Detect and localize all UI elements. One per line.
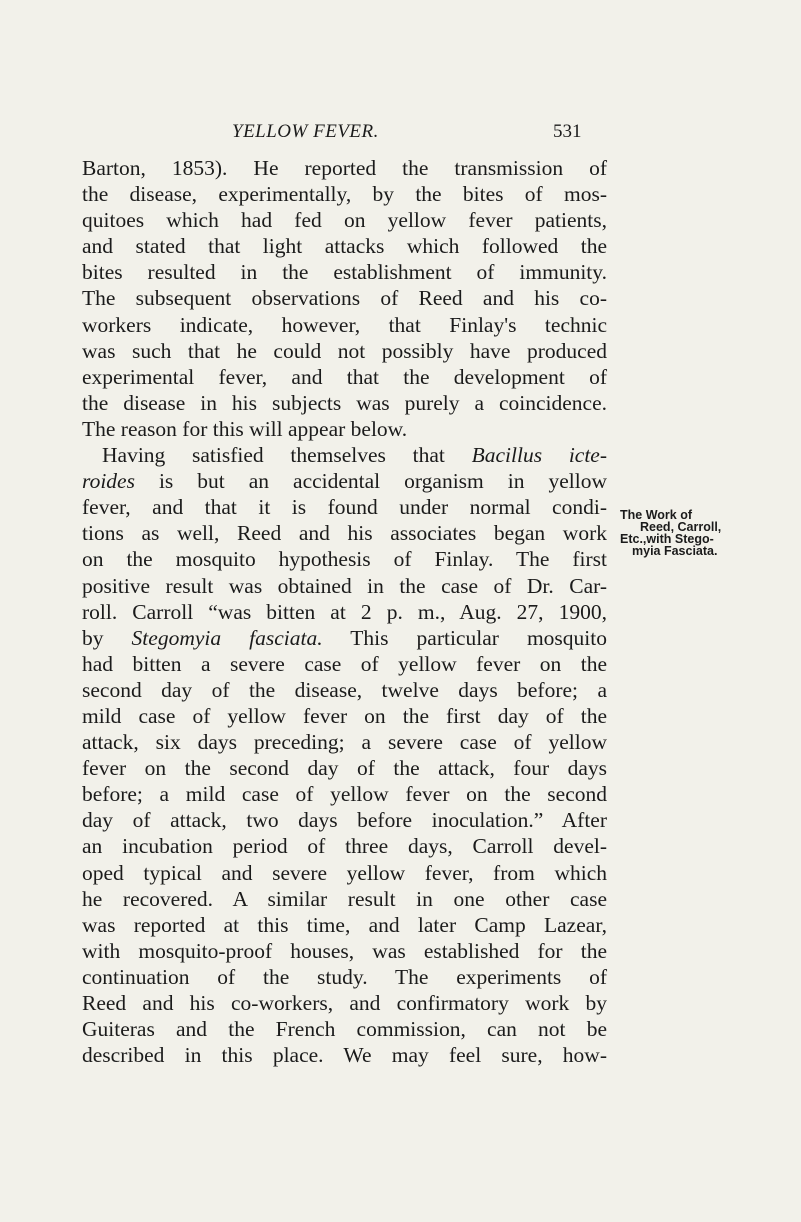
text-line — [82, 494, 607, 520]
text-run: was such that he could not possibly have produced — [82, 338, 607, 363]
sidenote-line: The Work of — [620, 508, 692, 522]
text-run: was reported at this time, and later Camp Lazear, — [82, 912, 607, 937]
text-line — [82, 599, 607, 625]
text-run: Barton, 1853). He reported the transmission of — [82, 156, 607, 180]
text-run: experimental fever, and that the development of — [82, 364, 607, 389]
text-run: Having satisfied themselves that — [102, 443, 472, 468]
text-run: the disease in his subjects was purely a coincidence. — [82, 390, 607, 415]
text-line — [82, 573, 607, 599]
text-run: described in this place. We may feel sure, how- — [82, 1043, 607, 1068]
text-run: mild case of yellow fever on the first day of the — [82, 703, 607, 728]
text-run: with mosquito-proof houses, was established for the — [82, 938, 607, 963]
text-line — [82, 1042, 607, 1068]
text-run: positive result was obtained in the case of Dr. Car- — [82, 573, 607, 598]
text-line — [82, 416, 607, 442]
text-run: on the mosquito hypothesis of Finlay. The first — [82, 547, 607, 572]
text-line — [82, 468, 607, 494]
text-line — [82, 546, 607, 572]
text-line — [82, 807, 607, 833]
text-run: before; a mild case of yellow fever on the second — [82, 782, 607, 807]
text-line — [82, 312, 607, 338]
text-run: he recovered. A similar result in one other case — [82, 886, 607, 911]
text-line — [82, 520, 607, 546]
text-run: and stated that light attacks which followed the — [82, 234, 607, 259]
text-run: oped typical and severe yellow fever, from which — [82, 860, 607, 885]
text-line — [82, 233, 607, 259]
italic-run: Stegomyia fasciata. — [131, 625, 323, 650]
italic-run: roides — [82, 469, 135, 494]
text-line — [82, 338, 607, 364]
text-run: the disease, experimentally, by the bites of mos- — [82, 182, 607, 207]
text-run: continuation of the study. The experiments of — [82, 964, 607, 989]
text-run: The subsequent observations of Reed and his co- — [82, 286, 607, 311]
text-line — [82, 181, 607, 207]
running-head-title: YELLOW FEVER. — [232, 121, 379, 142]
text-run: fever, and that it is found under normal condi- — [82, 495, 607, 520]
text-line — [82, 755, 607, 781]
text-run: fever on the second day of the attack, four days — [82, 756, 607, 781]
text-line — [82, 155, 607, 181]
text-line — [82, 886, 607, 912]
text-run: tions as well, Reed and his associates began work — [82, 521, 607, 546]
text-run: day of attack, two days before inoculation.” After — [82, 808, 607, 833]
text-line — [82, 860, 607, 886]
text-run: workers indicate, however, that Finlay's technic — [82, 312, 607, 337]
text-run: second day of the disease, twelve days before; a — [82, 677, 607, 702]
text-run: This particular mosquito — [322, 625, 607, 650]
text-line — [82, 964, 607, 990]
text-line — [82, 285, 607, 311]
body-text — [82, 155, 607, 1068]
text-line — [82, 781, 607, 807]
text-line — [82, 1016, 607, 1042]
text-run: quitoes which had fed on yellow fever patients, — [82, 208, 607, 233]
text-line — [82, 625, 607, 651]
margin-sidenote — [620, 509, 795, 557]
text-line — [82, 677, 607, 703]
text-line — [82, 364, 607, 390]
page-number: 531 — [553, 121, 582, 142]
text-line — [82, 651, 607, 677]
text-run: attack, six days preceding; a severe case of yellow — [82, 730, 607, 755]
sidenote-line: Reed, Carroll, — [640, 520, 722, 534]
text-run: roll. Carroll “was bitten at 2 p. m., Aug. 27, 1900, — [82, 599, 607, 624]
text-run: is but an accidental organism in yellow — [134, 469, 607, 494]
text-line — [82, 990, 607, 1016]
text-run: by — [82, 625, 132, 650]
text-line — [82, 703, 607, 729]
sidenote-line: Etc.,with Stego- — [620, 532, 714, 546]
sidenote-line: myia Fasciata. — [632, 544, 718, 558]
running-head — [0, 121, 801, 145]
text-run: bites resulted in the establishment of immunity. — [82, 260, 607, 285]
text-line — [82, 259, 607, 285]
text-line — [82, 442, 607, 468]
text-run: Guiteras and the French commission, can not be — [82, 1017, 607, 1042]
text-line — [82, 912, 607, 938]
text-run: The reason for this will appear below. — [82, 416, 408, 441]
text-run: an incubation period of three days, Carroll devel- — [82, 834, 607, 859]
text-line — [82, 729, 607, 755]
italic-run: Bacillus icte- — [471, 443, 608, 468]
text-line — [82, 207, 607, 233]
text-run: Reed and his co-workers, and confirmatory work by — [82, 991, 607, 1015]
text-line — [82, 938, 607, 964]
text-line — [82, 833, 607, 859]
text-run: had bitten a severe case of yellow fever on the — [82, 651, 607, 676]
text-line — [82, 390, 607, 416]
